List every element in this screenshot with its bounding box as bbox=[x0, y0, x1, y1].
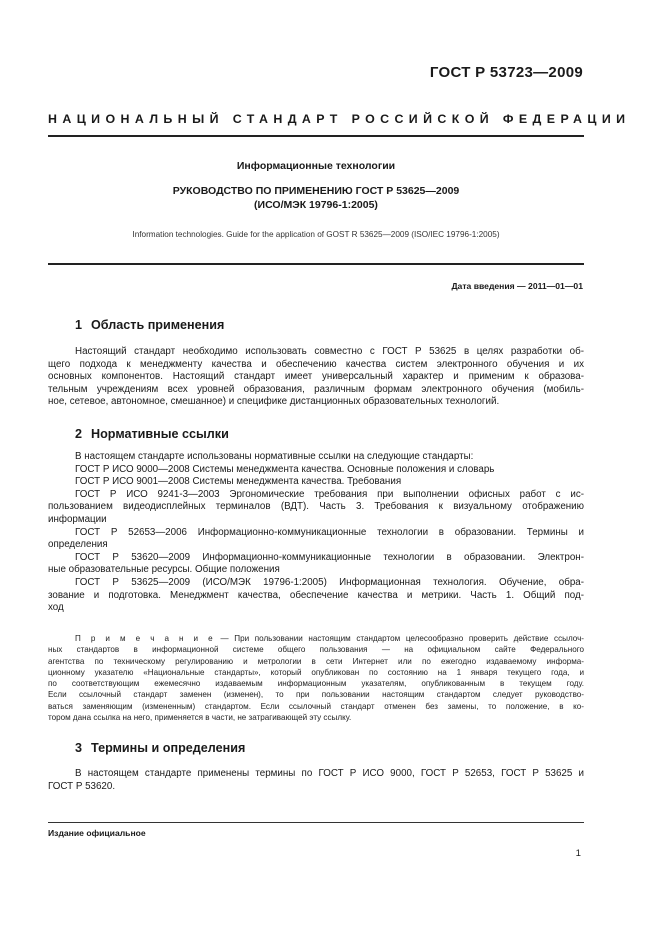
reference-line: определения bbox=[48, 539, 108, 551]
edition-label: Издание официальное bbox=[48, 828, 146, 838]
text-line: основных компонентов. Настоящий стандарт имеет универсальный характер и применим к образова- bbox=[48, 371, 584, 383]
reference-line: ГОСТ Р 52653—2006 Информационно-коммуникационные технологии в образовании. Термины и bbox=[75, 526, 584, 538]
section-2-heading bbox=[75, 427, 229, 441]
text-line: В настоящем стандарте применены термины по ГОСТ Р ИСО 9000, ГОСТ Р 52653, ГОСТ Р 53625 и bbox=[75, 768, 584, 779]
page-number: 1 bbox=[575, 848, 581, 859]
note-line: ваться заменяющим (измененным) стандартом. Если ссылочный стандарт отменен без замены, то положение, в ко- bbox=[48, 701, 584, 711]
section-2-references bbox=[48, 451, 584, 615]
reference-line: ные образовательные ресурсы. Общие положения bbox=[48, 564, 280, 576]
text-line: ное, сетевое, автономное, смешанное) и специфике дистанционных образовательных технологий. bbox=[48, 396, 500, 408]
section-3-paragraph bbox=[48, 768, 584, 793]
reference-line: ГОСТ Р 53620—2009 Информационно-коммуникационные технологии в образовании. Электрон- bbox=[75, 551, 584, 563]
note-line: тором дана ссылка на него, применяется в части, не затрагивающей эту ссылку. bbox=[48, 713, 352, 723]
note-line: П р и м е ч а н и е — При пользовании настоящим стандартом целесообразно проверить действие ссылоч- bbox=[75, 634, 585, 643]
reference-line: ГОСТ Р ИСО 9000—2008 Системы менеджмента качества. Основные положения и словарь bbox=[75, 463, 495, 475]
text-line: тельным учреждениям всех уровней образования, различным формам электронного обучения (мобиль- bbox=[48, 383, 584, 395]
section-3-title: Термины и определения bbox=[91, 741, 246, 755]
reference-line: пользованием видеодисплейных терминалов (ВДТ). Часть 3. Требования к визуальному отображению bbox=[48, 501, 584, 513]
section-1-heading bbox=[75, 318, 224, 332]
reference-line: ГОСТ Р 53625—2009 (ИСО/МЭК 19796-1:2005) Информационная технология. Обучение, обра- bbox=[75, 576, 584, 588]
title-rule bbox=[48, 263, 584, 265]
reference-line: ГОСТ Р ИСО 9241-3—2003 Эргономические требования при выполнении офисных работ с ис- bbox=[75, 488, 584, 500]
section-2-title: Нормативные ссылки bbox=[91, 427, 229, 441]
section-2-note bbox=[48, 633, 584, 723]
text-line: щего подхода к менеджменту качества и обеспечению качества систем электронного обучения и их bbox=[48, 358, 584, 370]
english-title: Information technologies. Guide for the application of GOST R 53625—2009 (ISO/IEC 19796-1:2005) bbox=[132, 230, 500, 239]
document-title-line-2: (ИСО/МЭК 19796-1:2005) bbox=[254, 199, 378, 211]
note-line: по соответствующим ежемесячно издаваемым информационным указателям, опубликованным в текущем году. bbox=[48, 679, 584, 689]
section-1-number: 1 bbox=[75, 318, 83, 332]
standard-number: ГОСТ Р 53723—2009 bbox=[429, 64, 583, 81]
introduction-date: Дата введения — 2011—01—01 bbox=[451, 281, 583, 291]
section-1-title: Область применения bbox=[91, 318, 225, 332]
document-title bbox=[48, 184, 584, 212]
national-standard-banner: НАЦИОНАЛЬНЫЙ СТАНДАРТ РОССИЙСКОЙ ФЕДЕРАЦИИ bbox=[48, 112, 631, 126]
note-line: Если ссылочный стандарт заменен (изменен), то при пользовании настоящим стандартом следует руководство- bbox=[48, 690, 584, 700]
note-line: ных стандартов в информационной системе общего пользования — на официальном сайте Федерального bbox=[48, 645, 584, 655]
section-2-number: 2 bbox=[75, 427, 83, 441]
section-3-heading bbox=[75, 741, 245, 755]
text-line: Настоящий стандарт необходимо использовать совместно с ГОСТ Р 53625 в целях разработки об- bbox=[75, 346, 584, 357]
reference-line: зование и подготовка. Менеджмент качества, обеспечение качества и метрики. Часть 1. Общий под- bbox=[48, 589, 584, 601]
note-label: П р и м е ч а н и е bbox=[75, 634, 215, 643]
text-line: ГОСТ Р 53620. bbox=[48, 780, 116, 792]
text-line: В настоящем стандарте использованы нормативные ссылки на следующие стандарты: bbox=[75, 451, 474, 462]
section-3-number: 3 bbox=[75, 741, 83, 755]
footer-rule bbox=[48, 822, 584, 823]
section-1-paragraph bbox=[48, 346, 584, 409]
reference-line: ход bbox=[48, 602, 64, 614]
reference-line: информации bbox=[48, 513, 107, 525]
note-line: агентства по техническому регулированию и метрологии в сети Интернет или по ежегодно издаваемому информа- bbox=[48, 656, 584, 666]
top-rule bbox=[48, 135, 584, 137]
note-line: ционному указателю «Национальные стандарты», который опубликован по состоянию на 1 января текущего года, и bbox=[48, 667, 584, 677]
reference-line: ГОСТ Р ИСО 9001—2008 Системы менеджмента качества. Требования bbox=[75, 476, 402, 488]
document-subtitle: Информационные технологии bbox=[236, 160, 396, 172]
document-title-line-1: РУКОВОДСТВО ПО ПРИМЕНЕНИЮ ГОСТ Р 53625—2009 bbox=[172, 185, 460, 197]
